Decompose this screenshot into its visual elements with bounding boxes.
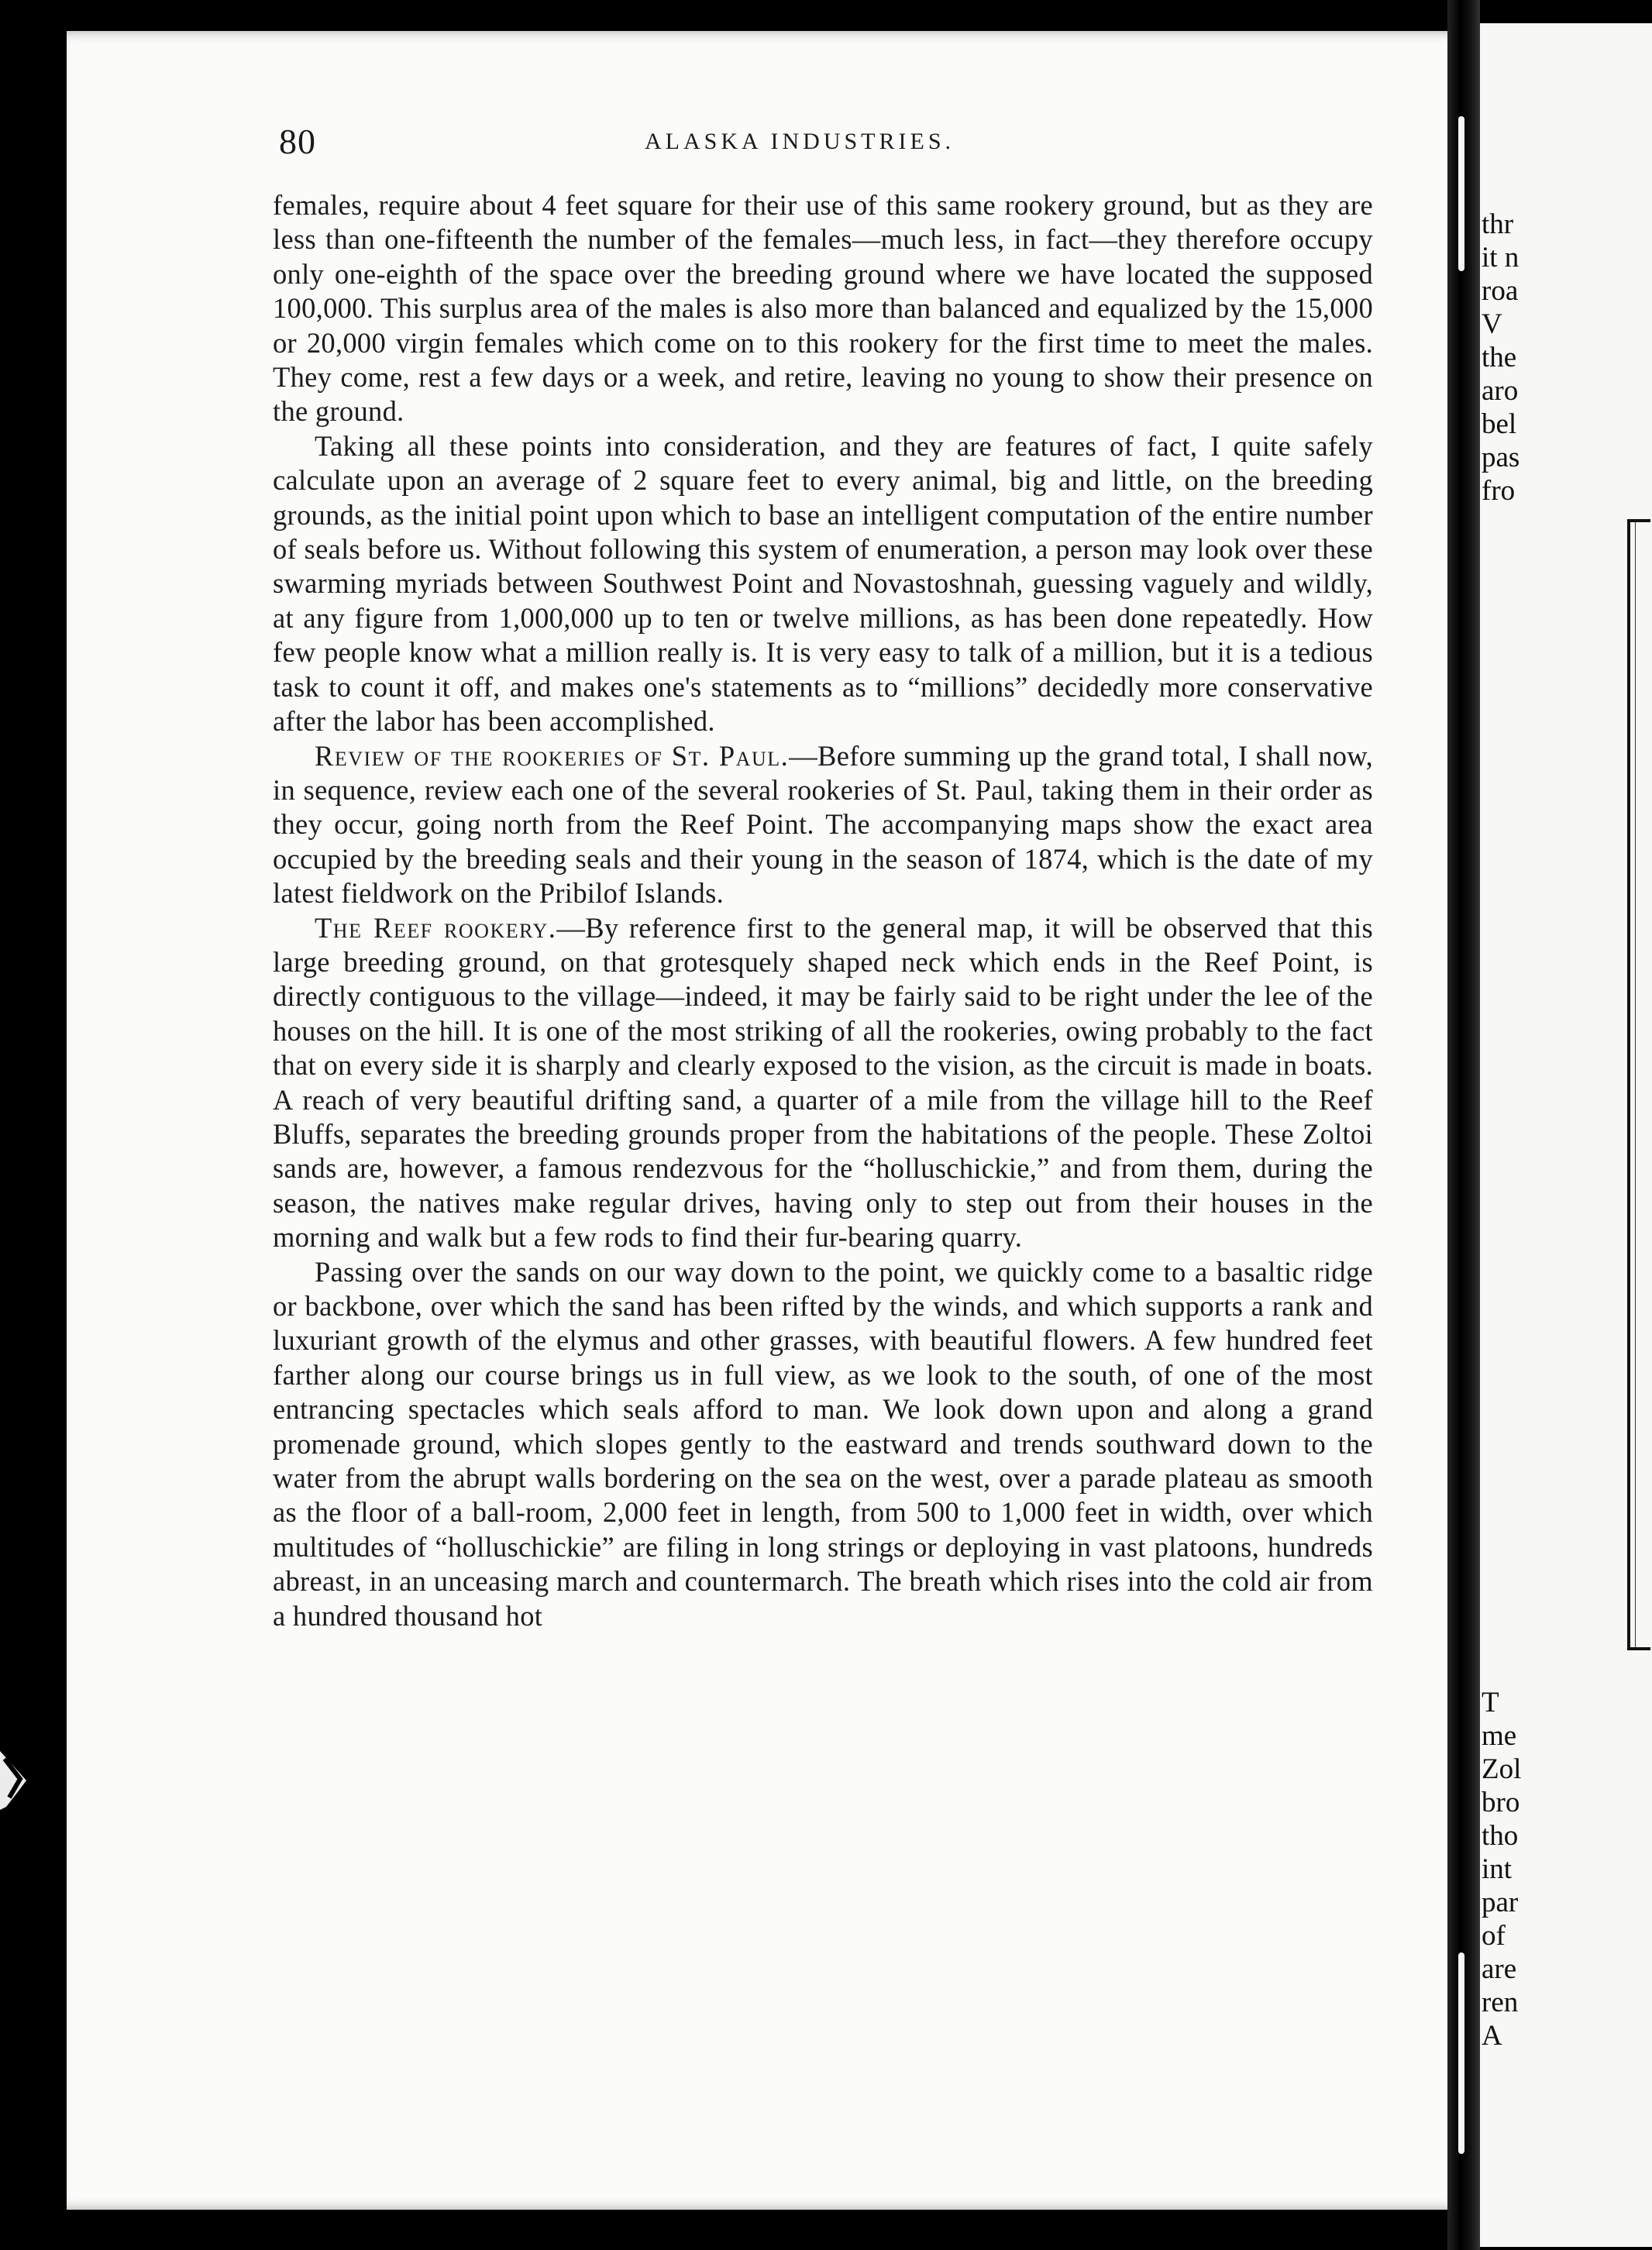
book-gutter [1447, 0, 1480, 2250]
facing-page-fragment: par [1482, 1887, 1519, 1918]
facing-page-top-fragments [1482, 208, 1519, 507]
facing-page-fragment: Zol [1482, 1753, 1522, 1785]
gutter-highlight [1458, 116, 1464, 271]
section-heading: The Reef rookery. [315, 911, 557, 944]
facing-page-fragment: aro [1482, 375, 1519, 407]
facing-page-figure-frame [1627, 519, 1650, 1650]
facing-page-fragment: tho [1482, 1820, 1519, 1852]
paragraph-5 [273, 1255, 1373, 1633]
facing-page-fragment: of [1482, 1920, 1506, 1952]
facing-page-fragment: bro [1482, 1787, 1520, 1818]
section-heading: Review of the rookeries of St. Paul. [315, 739, 790, 772]
facing-page-fragment: thr [1482, 208, 1514, 240]
facing-page-fragment: A [1482, 2020, 1502, 2052]
paragraph-2 [273, 429, 1373, 739]
paragraph-text: Taking all these points into consideration, and they are features of fact, I quite safely calculate upon an average of 2 square feet to every animal, big and little, on the breeding grounds, as the initial point upon which to base an intelligent computation of the entire number of seals before us. Without following this system of enumeration, a person may look over these swarming myriads between Southwest Point and Novastoshnah, guessing vaguely and wildly, at any figure from 1,000,000 up to ten or twelve millions, as has been done repeatedly. How few people know what a million really is. It is very easy to talk of a million, but it is a tedious task to count it off, and makes one's statements as to “millions” decidedly more conservative after the labor has been accomplished. [273, 429, 1373, 738]
facing-page-fragment: bel [1482, 408, 1517, 440]
paragraph-3 [273, 739, 1373, 911]
paragraph-text: —By reference first to the general map, it will be observed that this large breeding ground, on that grotesquely shaped neck which ends in the Reef Point, is directly contiguous to the village—indeed, it may be fairly said to be right under the lee of the houses on the hill. It is one of the most striking of all the rookeries, owing probably to the fact that on every side it is sharply and clearly exposed to the vision, as the circuit is made in boats. A reach of very beautiful drifting sand, a quarter of a mile from the village hill to the Reef Bluffs, separates the breeding grounds proper from the habitations of the people. These Zoltoi sands are, however, a famous rendezvous for the “holluschickie,” and from them, during the season, the natives make regular drives, having only to step out from their houses in the morning and walk but a few rods to find their fur-bearing quarry. [273, 911, 1373, 1254]
running-title: ALASKA INDUSTRIES. [645, 129, 955, 154]
page-edge-mark-icon [0, 1736, 46, 1821]
facing-page-fragment: T [1482, 1687, 1499, 1718]
facing-page-fragment: roa [1482, 275, 1519, 307]
facing-page-fragment: int [1482, 1853, 1513, 1885]
paragraph-1 [273, 188, 1373, 429]
body-text [273, 188, 1373, 1633]
facing-page-fragment: fro [1482, 475, 1516, 507]
facing-page-fragment: V [1482, 308, 1502, 340]
facing-page-fragment: the [1482, 342, 1517, 373]
facing-page-fragment: are [1482, 1953, 1517, 1985]
facing-page [1480, 23, 1652, 2247]
paragraph-text: Passing over the sands on our way down to the point, we quickly come to a basaltic ridge or backbone, over which the sand has been rifted by the winds, and which supports a rank and luxuriant growth of the elymus and other grasses, with beautiful flowers. A few hundred feet farther along our course brings us in full view, as we look to the south, of one of the most entrancing spectacles which seals afford to man. We look down upon and along a grand promenade ground, which slopes gently to the eastward and trends southward down to the water from the abrupt walls bordering on the sea on the west, over a parade plateau as smooth as the floor of a ball-room, 2,000 feet in length, from 500 to 1,000 feet in width, over which multitudes of “holluschickie” are filing in long strings or deploying in vast platoons, hundreds abreast, in an unceasing march and countermarch. The breath which rises into the cold air from a hundred thousand hot [273, 1255, 1373, 1632]
facing-page-fragment: it n [1482, 242, 1519, 274]
facing-page-fragment: pas [1482, 442, 1520, 473]
facing-page-fragment: ren [1482, 1987, 1519, 2018]
paragraph-text: —Before summing up the grand total, I shall now, in sequence, review each one of the several rookeries of St. Paul, taking them in their order as they occur, going north from the Reef Point. The accompanying maps show the exact area occupied by the breeding seals and their young in the season of 1874, which is the date of my latest fieldwork on the Pribilof Islands. [273, 739, 1374, 910]
paragraph-4 [273, 911, 1373, 1255]
facing-page-bottom-fragments [1482, 1686, 1521, 2052]
facing-page-fragment: me [1482, 1720, 1517, 1752]
paragraph-text: females, require about 4 feet square for their use of this same rookery ground, but as they are less than one-fifteenth the number of the females—much less, in fact—they therefore occupy only one-eighth of the space over the breeding ground where we have located the supposed 100,000. This surplus area of the males is also more than balanced and equalized by the 15,000 or 20,000 virgin females which come on to this rookery for the first time to meet the males. They come, rest a few days or a week, and retire, leaving no young to show their presence on the ground. [273, 189, 1373, 428]
page-number: 80 [279, 122, 316, 161]
gutter-highlight [1458, 1952, 1464, 2154]
